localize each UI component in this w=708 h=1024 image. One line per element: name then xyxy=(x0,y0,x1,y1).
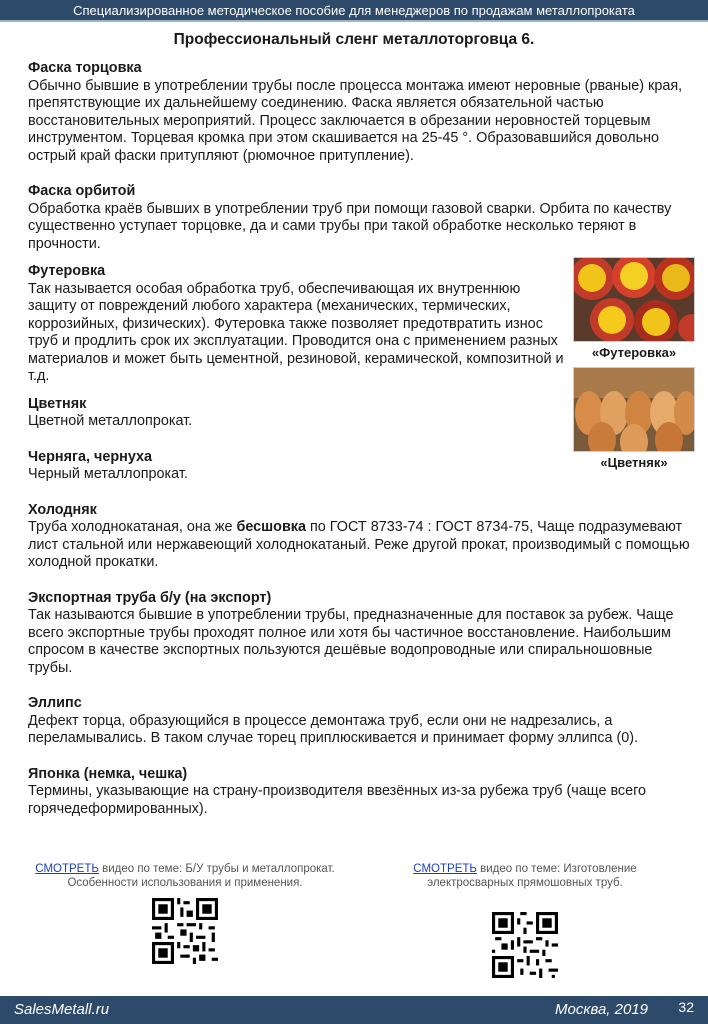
video-block-bu-pipes xyxy=(30,862,340,964)
entry-definition: Термины, указывающие на страну-производителя ввезённых из-за рубежа труб (чаще всего горячедеформированных). xyxy=(28,783,647,817)
entry-term: Японка (немка, чешка) xyxy=(28,765,188,782)
entry-holodnyak xyxy=(28,502,690,572)
entry-term: Экспортная труба б/у (на экспорт) xyxy=(28,589,272,606)
video-description xyxy=(395,862,655,890)
tsvetnyak-photo xyxy=(573,367,695,452)
entry-ellips xyxy=(28,695,690,748)
entry-term: Фаска торцовка xyxy=(28,60,142,76)
side-images xyxy=(573,257,695,477)
entry-export-pipe xyxy=(28,590,690,678)
watch-link[interactable]: СМОТРЕТЬ xyxy=(35,863,99,875)
footer-bar xyxy=(0,996,708,1024)
entry-term: Цветняк xyxy=(28,395,87,412)
definition-part: Труба холоднокатаная, она же xyxy=(28,519,237,535)
entry-faska-orbitoy xyxy=(28,183,690,253)
banner-text: Специализированное методическое пособие для менеджеров по продажам металлопроката xyxy=(73,3,635,18)
watch-link[interactable]: СМОТРЕТЬ xyxy=(413,863,477,875)
video-text: видео по теме: Изготовление электросварных прямошовных труб. xyxy=(427,863,637,889)
tsvetnyak-caption: «Цветняк» xyxy=(600,455,668,470)
definition-part: по ГОСТ 8733-74 : ГОСТ 8734-75, Чаще подразумевают лист стальной или нержавеющий холоднокатаный. Реже другой прокат, производимый с помощью холодной прокатки. xyxy=(28,519,690,570)
entry-term: Фаска орбитой xyxy=(28,183,136,199)
entry-term: Футеровка xyxy=(28,263,106,279)
entry-definition: Обычно бывшие в употреблении трубы после процесса монтажа имеют неровные (рваные) края, препятствующие их дальнейшему соединению. Фаска является обязательной частью восстановительных мероприятий. Процесс заключается в обрезании неровностей торцевым инструментом. Торцевая кромка при этом скашивается на 25-45 °. Образовавшийся довольно острый край фаски притупляют (рюмочное притупление). xyxy=(28,77,683,164)
futerovka-caption: «Футеровка» xyxy=(591,345,677,360)
entry-definition: Цветной металлопрокат. xyxy=(28,413,193,429)
qr-code[interactable] xyxy=(492,912,558,978)
definition-bold-term: бесшовка xyxy=(236,519,307,535)
page-number: 32 xyxy=(678,999,694,1015)
top-banner xyxy=(0,0,708,22)
footer-city-year: Москва, 2019 xyxy=(555,1001,648,1018)
entry-definition: Так называются бывшие в употреблении трубы, предназначенные для поставок за рубеж. Чаще всего экспортные трубы проходят полное или хотя бы частичное восстановление. Наибольшим спросом в качестве экспортных пользуются дешёвые водопроводные или спиральношовные трубы. xyxy=(28,607,674,676)
entry-chernyaga xyxy=(28,449,568,484)
entry-term: Холодняк xyxy=(28,501,97,518)
entry-definition xyxy=(28,519,690,572)
entry-yaponka xyxy=(28,766,690,819)
entry-term: Черняга, чернуха xyxy=(28,448,153,465)
footer-site: SalesMetall.ru xyxy=(14,1001,110,1018)
entry-definition: Черный металлопрокат. xyxy=(28,466,188,482)
entry-definition: Дефект торца, образующийся в процессе демонтажа труб, если они не надрезались, а переламывались. В таком случае торец приплюскивается и принимает форму эллипса (0). xyxy=(28,712,639,746)
entry-tsvetnyak xyxy=(28,396,568,431)
video-block-electric-welded xyxy=(395,862,655,978)
qr-code[interactable] xyxy=(152,898,218,964)
video-links xyxy=(0,862,708,982)
entry-definition: Обработка краёв бывших в употреблении труб при помощи газовой сварки. Орбита по качеству существенно уступает торцовке, да и сами трубы при такой обработке несколько теряют в прочности. xyxy=(28,200,672,252)
entry-futerovka xyxy=(28,263,568,386)
entry-faska-tortsovka xyxy=(28,60,690,165)
video-text: видео по теме: Б/У трубы и металлопрокат. Особенности использования и применения. xyxy=(67,863,335,889)
entry-definition: Так называется особая обработка труб, обеспечивающая их внутреннюю защиту от повреждений любого характера (механических, термических, коррозийных, физических). Футеровка также позволяет предотвратить износ труб и продлить срок их эксплуатации. Проводится она с применением разных материалов и может быть цементной, резиновой, керамической, композитной и т.д. xyxy=(28,280,564,384)
entry-term: Эллипс xyxy=(28,695,82,711)
page-title: Профессиональный сленг металлоторговца 6. xyxy=(173,31,535,48)
video-description xyxy=(30,862,340,890)
futerovka-photo xyxy=(573,257,695,342)
